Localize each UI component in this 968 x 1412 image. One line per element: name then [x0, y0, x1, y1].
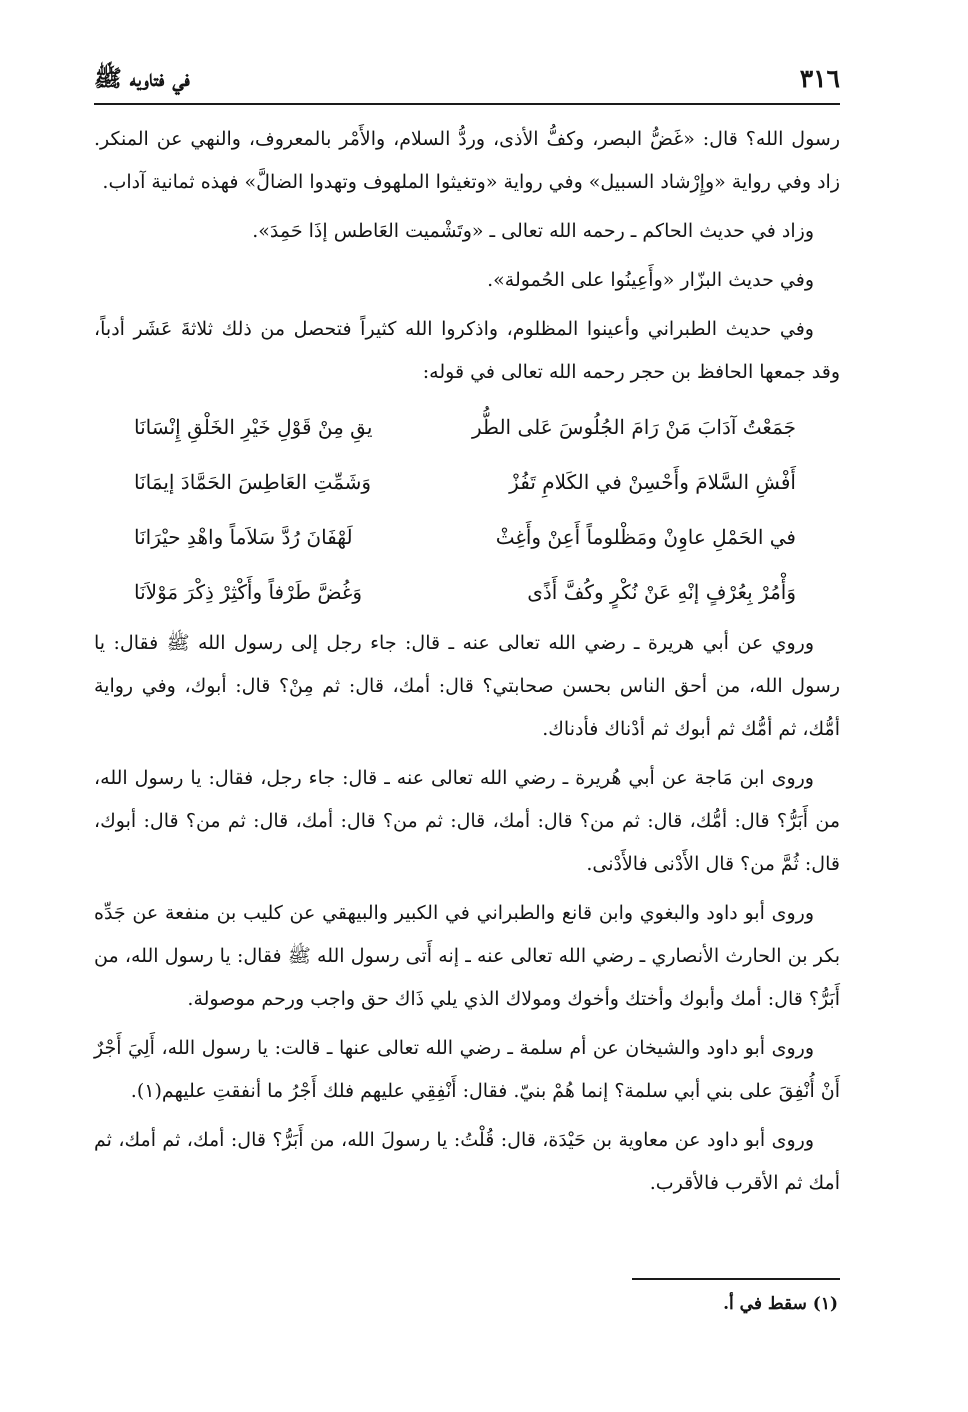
verse-first-hemistich: وَأْمُرْ بِعُرْفٍ إنْهِ عَنْ نُكْرٍ وكُفَّ أَذًى [527, 580, 796, 604]
verse-first-hemistich: في الحَمْلِ عاوِنْ ومَظْلوماً أَعِنْ وأَغِثْ [495, 525, 796, 549]
paragraph: وزاد في حديث الحاكم ـ رحمه الله تعالى ـ «وتَشْميت العَاطس إذَا حَمِدَ». [252, 220, 814, 242]
poem-verse [94, 565, 840, 620]
paragraph: وروى ابن مَاجة عن أبي هُريرة ـ رضي الله تعالى عنه ـ قال: جاء رجل، فقال: يا رسول الله، من أَبَرُّ؟ قال: أمُّك، قال: ثم من؟ قال: أمك، قال: ثم من؟ قال: أمك، قال: ثم من؟ قال: أبوك، قال: ثُمَّ من؟ قال الأَدْنى فالأَدْنى. [94, 767, 840, 875]
poem-verse [94, 400, 840, 455]
running-title: في فتاويه ﷺ [94, 65, 190, 92]
verse-second-hemistich: وَشَمِّتِ العَاطِسَ الحَمَّادَ إيمَانَا [134, 470, 372, 494]
verse-second-hemistich: يقِ مِنْ قَوْلِ خَيْرِ الخَلْقِ إِنْسَانَا [134, 415, 373, 439]
page-number: ٣١٦ [799, 64, 840, 93]
verse-first-hemistich: أَفْشِ السَّلامَ وأَحْسِنْ في الكَلامِ تَفُزْ [509, 470, 796, 494]
paragraph: رسول الله؟ قال: «غَضُّ البصر، وكفُّ الأذى، وردُّ السلام، والأَمْر بالمعروف، والنهي عن المنكر. زاد وفي رواية «وإِرْشاد السبيل» وفي رواية «وتغيثوا الملهوف وتهدوا الضالَّ» فهذه ثمانية آداب. [94, 128, 840, 193]
paragraph: وفي حديث الطبراني وأعينوا المظلوم، واذكروا الله كثيراً فتحصل من ذلك ثلاثةَ عَشَر أدباً، وقد جمعها الحافظ بن حجر رحمه الله تعالى في قوله: [94, 318, 840, 383]
header-divider [94, 103, 840, 105]
footnote: (١) سقط في أ. [723, 1294, 838, 1314]
page-header [94, 58, 840, 98]
paragraph: وروي عن أبي هريرة ـ رضي الله تعالى عنه ـ قال: جاء رجل إلى رسول الله ﷺ فقال: يا رسول الله، من أحق الناس بحسن صحابتي؟ قال: أمك، قال: ثم مِنْ؟ قال: أبوك، وفي رواية أمُّك، ثم أمُّك ثم أبوك ثم أدْناك فأدناك. [94, 632, 840, 740]
paragraph: وروى أبو داود والبغوي وابن قانع والطبراني في الكبير والبيهقي عن كليب بن منفعة عن جَدِّه بكر بن الحارث الأنصاري ـ رضي الله تعالى عنه ـ إنه أَتى رسول الله ﷺ فقال: يا رسول الله، من أَبَرُّ؟ قال: أمك وأبوك وأختك وأخوك ومولاك الذي يلي ذَاك حق واجب ورحم موصولة. [94, 902, 841, 1010]
poem [94, 400, 840, 620]
page-body [94, 118, 840, 1211]
footnote-divider [632, 1278, 840, 1280]
poem-verse [94, 455, 840, 510]
paragraph: وفي حديث البزّار «وأَعِينُوا على الحُمولة». [487, 269, 814, 291]
verse-second-hemistich: وَغُضَّ طَرْفاً وأَكْثِرْ ذِكْرَ مَوْلاَنَا [134, 580, 363, 604]
paragraph: وروى أبو داود والشيخان عن أم سلمة ـ رضي الله تعالى عنها ـ قالت: يا رسول الله، أَلِيَ أَجْرٌ أَنْ أُنْفِقَ على بني أبي سلمة؟ إنما هُمْ بنيّ. فقال: أَنْفِقِي عليهم فلك أَجْرُ ما أنفقتِ عليهم(١). [94, 1037, 840, 1102]
verse-second-hemistich: لَهْفَانَ رُدَّ سَلاَماً واهْدِ حيْرَانَا [134, 525, 353, 549]
paragraph: وروى أبو داود عن معاوية بن حَيْدَة، قال: قُلْتُ: يا رسولَ الله، من أَبَرُّ؟ قال: أمك، ثم أمك، ثم أمك ثم الأقرب فالأقرب. [94, 1129, 840, 1194]
verse-first-hemistich: جَمَعْتُ آدَابَ مَنْ رَامَ الجُلُوسَ عَلى الطُّر [472, 415, 796, 439]
poem-verse [94, 510, 840, 565]
